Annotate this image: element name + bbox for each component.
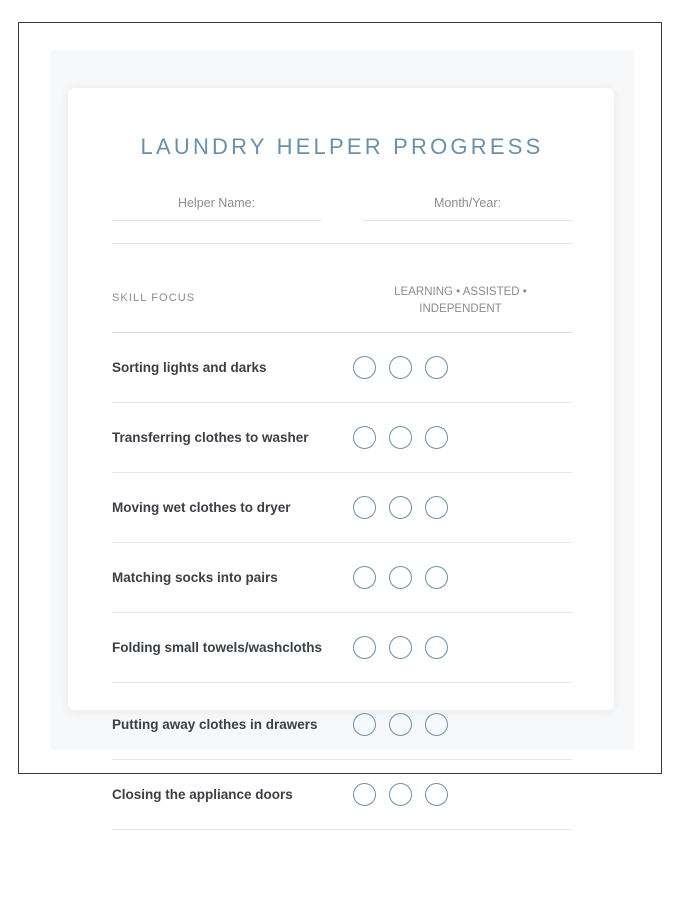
rating-circle-independent[interactable] <box>425 496 448 519</box>
table-row <box>112 690 572 760</box>
rating-circle-independent[interactable] <box>425 713 448 736</box>
column-header-skill: SKILL FOCUS <box>112 292 196 304</box>
page-title: LAUNDRY HELPER PROGRESS <box>140 134 544 159</box>
row-rating-group <box>347 426 572 449</box>
row-skill-label: Matching socks into pairs <box>112 569 278 585</box>
row-rating-group <box>347 496 572 519</box>
meta-fields <box>112 196 572 221</box>
rating-circle-independent[interactable] <box>425 783 448 806</box>
rating-circle-assisted[interactable] <box>389 426 412 449</box>
rating-circle-independent[interactable] <box>425 356 448 379</box>
rating-circle-learning[interactable] <box>353 356 376 379</box>
row-skill-label: Transferring clothes to washer <box>112 429 309 445</box>
header-divider <box>112 243 572 244</box>
rating-circle-learning[interactable] <box>353 783 376 806</box>
rating-circle-assisted[interactable] <box>389 566 412 589</box>
rating-circle-independent[interactable] <box>425 566 448 589</box>
row-skill-label: Closing the appliance doors <box>112 786 293 802</box>
rating-circle-independent[interactable] <box>425 636 448 659</box>
rating-circle-learning[interactable] <box>353 426 376 449</box>
row-skill-label: Folding small towels/washcloths <box>112 639 323 655</box>
row-skill-label: Sorting lights and darks <box>112 359 267 375</box>
rating-circle-assisted[interactable] <box>389 783 412 806</box>
worksheet-card <box>68 88 614 710</box>
progress-table <box>112 284 572 683</box>
row-skill-label: Putting away clothes in drawers <box>112 716 318 732</box>
table-row <box>112 473 572 543</box>
helper-name-label: Helper Name: <box>177 196 256 210</box>
month-year-field[interactable] <box>363 196 572 221</box>
rating-circle-learning[interactable] <box>353 713 376 736</box>
rating-circle-learning[interactable] <box>353 636 376 659</box>
helper-name-write-line[interactable] <box>112 220 321 221</box>
row-rating-group <box>347 713 572 736</box>
table-row <box>112 613 572 683</box>
row-rating-group <box>347 356 572 379</box>
rating-circle-assisted[interactable] <box>389 713 412 736</box>
month-year-label: Month/Year: <box>434 196 501 210</box>
rating-circle-assisted[interactable] <box>389 496 412 519</box>
table-row <box>112 403 572 473</box>
overflow-rows <box>112 690 572 830</box>
table-row <box>112 760 572 830</box>
rating-circle-assisted[interactable] <box>389 356 412 379</box>
helper-name-field[interactable] <box>112 196 321 221</box>
rating-circle-learning[interactable] <box>353 566 376 589</box>
rating-circle-learning[interactable] <box>353 496 376 519</box>
row-rating-group <box>347 636 572 659</box>
rating-circle-assisted[interactable] <box>389 636 412 659</box>
column-header-scale: LEARNING • ASSISTED • INDEPENDENT <box>394 286 527 315</box>
table-row <box>112 543 572 613</box>
row-skill-label: Moving wet clothes to dryer <box>112 499 291 515</box>
worksheet-content <box>112 88 572 683</box>
table-row <box>112 333 572 403</box>
row-rating-group <box>347 566 572 589</box>
rating-circle-independent[interactable] <box>425 426 448 449</box>
row-rating-group <box>347 783 572 806</box>
month-year-write-line[interactable] <box>363 220 572 221</box>
table-header-row <box>112 284 572 333</box>
